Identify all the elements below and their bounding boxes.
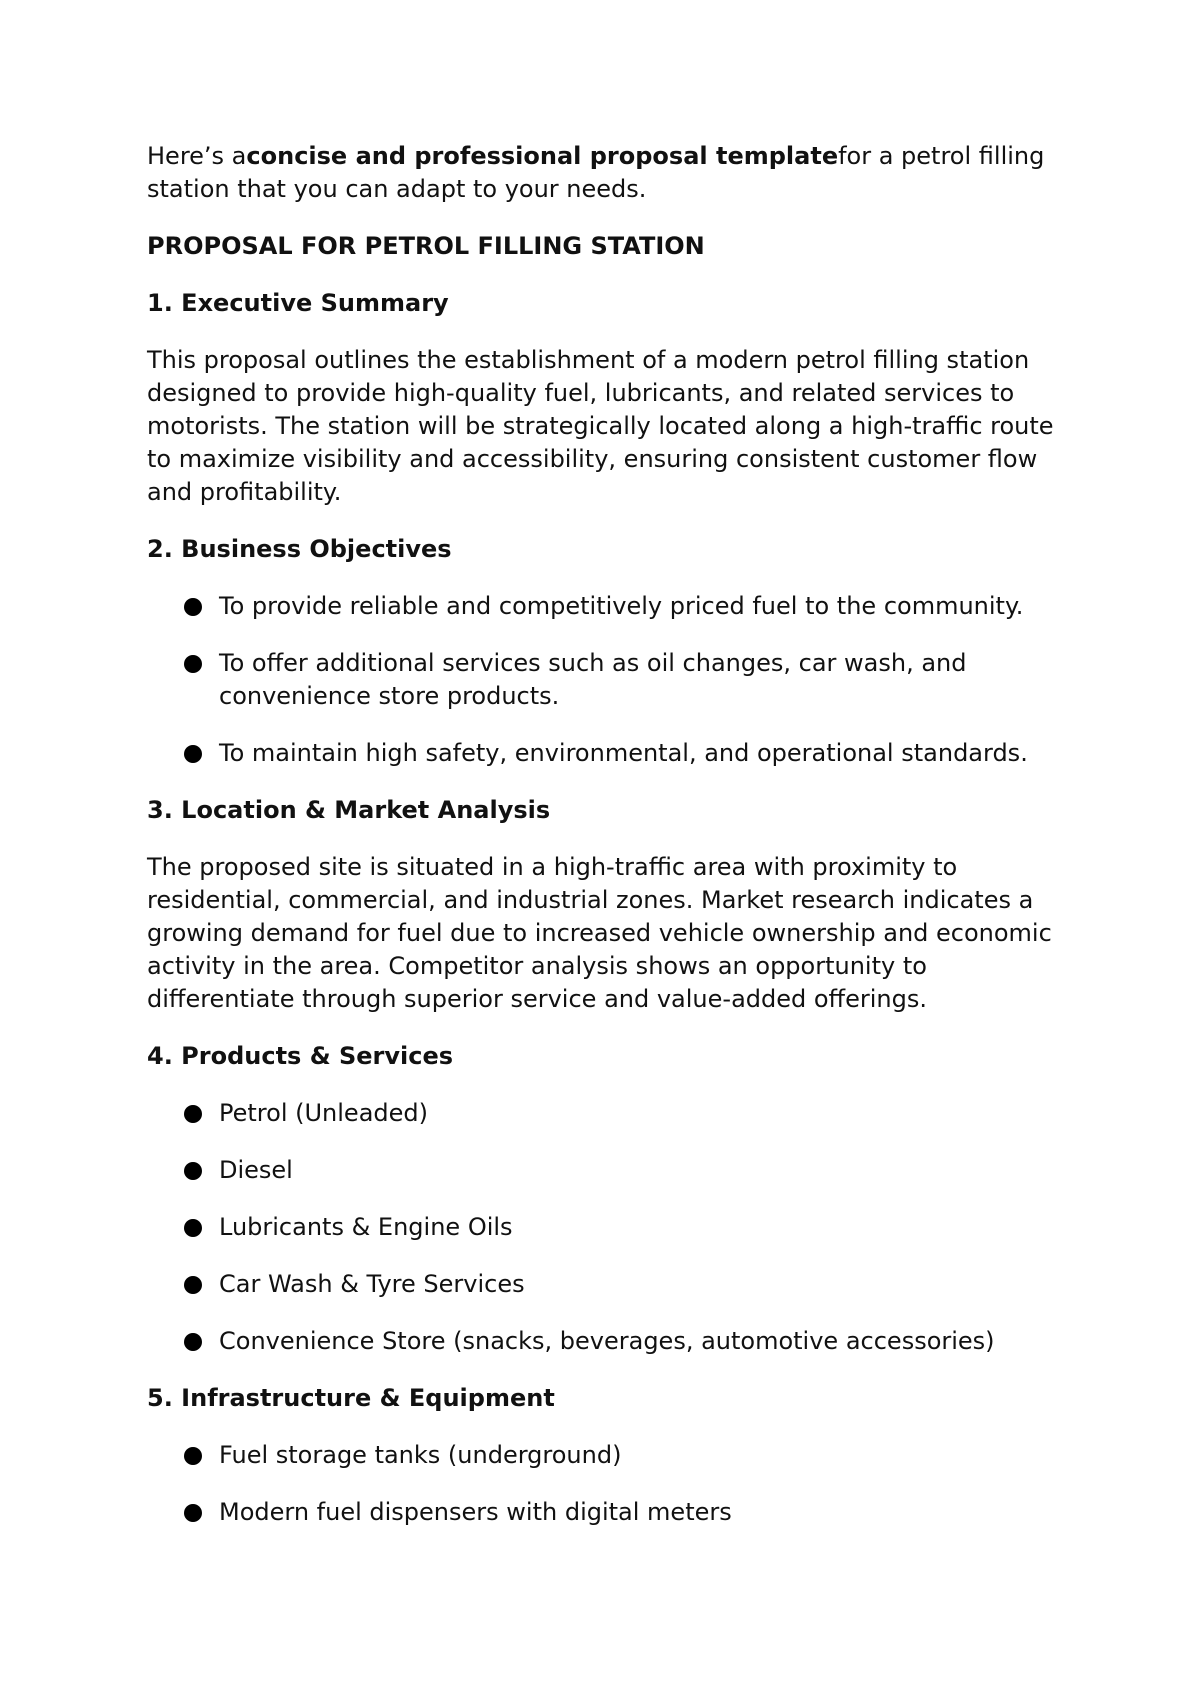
list-item: [147, 1097, 1067, 1130]
intro-bold: concise and professional proposal template: [246, 142, 839, 170]
list-item-text: Convenience Store (snacks, beverages, automotive accessories): [219, 1327, 995, 1355]
section-heading-infrastructure: 5. Infrastructure & Equipment: [147, 1384, 555, 1412]
list-item: [147, 1439, 1067, 1472]
list-item-text: Petrol (Unleaded): [219, 1099, 428, 1127]
list-item-text: Diesel: [219, 1156, 293, 1184]
document-page: [147, 140, 1067, 1553]
products-services-list: [147, 1097, 1067, 1358]
list-item: [147, 1496, 1067, 1529]
list-item-text: To offer additional services such as oil changes, car wash, and convenience store products.: [219, 649, 967, 710]
list-item: [147, 1268, 1067, 1301]
list-item: [147, 1154, 1067, 1187]
list-item: [147, 647, 1067, 713]
bullet-icon: [184, 1333, 202, 1351]
section-heading-products-services: 4. Products & Services: [147, 1042, 454, 1070]
bullet-icon: [184, 1504, 202, 1522]
bullet-icon: [184, 598, 202, 616]
section-heading-business-objectives: 2. Business Objectives: [147, 535, 452, 563]
business-objectives-list: [147, 590, 1067, 770]
bullet-icon: [184, 1276, 202, 1294]
bullet-icon: [184, 1447, 202, 1465]
section-heading-location-market: 3. Location & Market Analysis: [147, 796, 551, 824]
section-heading-executive-summary: 1. Executive Summary: [147, 289, 449, 317]
bullet-icon: [184, 1219, 202, 1237]
list-item-text: Modern fuel dispensers with digital meters: [219, 1498, 732, 1526]
intro-suffix: for a petrol filling station that you can adapt to your needs.: [147, 142, 1045, 203]
list-item-text: To provide reliable and competitively priced fuel to the community.: [219, 592, 1024, 620]
executive-summary-body: This proposal outlines the establishment of a modern petrol filling station designed to provide high-quality fuel, lubricants, and related services to motorists. The station will be strategically located along a high-traffic route to maximize visibility and accessibility, ensuring consistent customer flow and profitability.: [147, 346, 1054, 506]
list-item-text: Lubricants & Engine Oils: [219, 1213, 513, 1241]
list-item: [147, 1325, 1067, 1358]
bullet-icon: [184, 1162, 202, 1180]
list-item-text: To maintain high safety, environmental, and operational standards.: [219, 739, 1028, 767]
list-item: [147, 590, 1067, 623]
intro-paragraph: [147, 140, 1067, 206]
location-market-body: The proposed site is situated in a high-traffic area with proximity to residential, commercial, and industrial zones. Market research indicates a growing demand for fuel due to increased vehicle ownership and economic activity in the area. Competitor analysis shows an opportunity to differentiate through superior service and value-added offerings.: [147, 853, 1052, 1013]
list-item: [147, 737, 1067, 770]
list-item: [147, 1211, 1067, 1244]
bullet-icon: [184, 655, 202, 673]
bullet-icon: [184, 1105, 202, 1123]
list-item-text: Car Wash & Tyre Services: [219, 1270, 525, 1298]
document-title: PROPOSAL FOR PETROL FILLING STATION: [147, 232, 705, 260]
list-item-text: Fuel storage tanks (underground): [219, 1441, 622, 1469]
bullet-icon: [184, 745, 202, 763]
infrastructure-list: [147, 1439, 1067, 1529]
intro-prefix: Here’s a: [147, 142, 247, 170]
